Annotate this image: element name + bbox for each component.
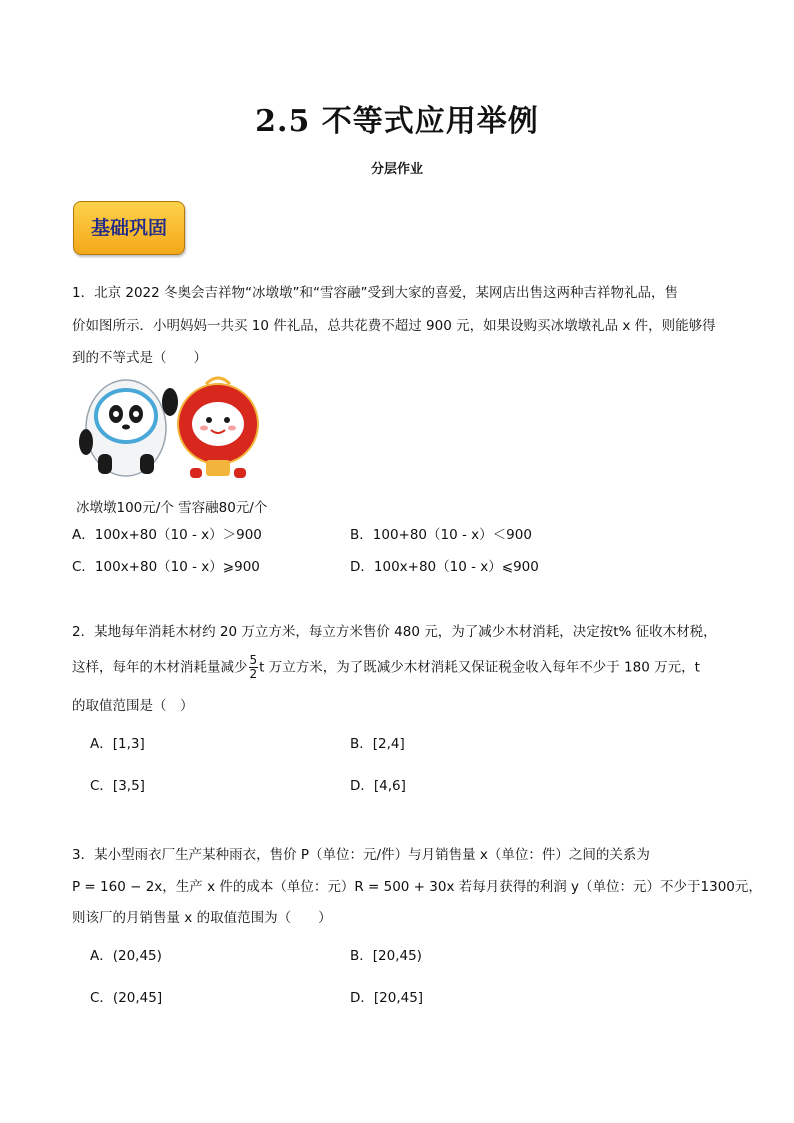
mascot-price-caption: 冰墩墩100元/个 雪容融80元/个 xyxy=(76,500,268,516)
q2-fraction-denominator: 2 xyxy=(249,667,258,681)
q3-line-2: P = 160 − 2x，生产 x 件的成本（单位：元）R = 500 + 30x 若每月获得的利润 y（单位：元）不少于1300元， xyxy=(72,879,762,895)
q2-line-2 xyxy=(72,654,700,681)
section-badge: 基础巩固 xyxy=(73,201,185,255)
q2-line-2-end: t 万立方米，为了既减少木材消耗又保证税金收入每年不少于 180 万元，t xyxy=(259,659,700,676)
q3-option-c[interactable]: C．(20,45] xyxy=(90,990,163,1006)
mascots-image xyxy=(78,372,268,480)
q3-option-a[interactable]: A．(20,45) xyxy=(90,948,162,964)
q2-line-1: 2．某地每年消耗木材约 20 万立方米，每立方米售价 480 元，为了减少木材消耗，决定按t% 征收木材税， xyxy=(72,624,717,640)
mascots-illustration xyxy=(78,372,268,480)
q2-option-d[interactable]: D．[4,6] xyxy=(350,778,406,794)
page-subtitle: 分层作业 xyxy=(370,162,423,177)
q2-line-3: 的取值范围是（ ） xyxy=(72,698,194,714)
q3-line-3: 则该厂的月销售量 x 的取值范围为（ ） xyxy=(72,910,332,926)
page-title: 2.5 不等式应用举例 xyxy=(255,104,539,139)
q2-option-b[interactable]: B．[2,4] xyxy=(350,736,405,752)
q1-option-a[interactable]: A．100x+80（10 - x）＞900 xyxy=(72,527,262,543)
q1-option-b[interactable]: B．100+80（10 - x）＜900 xyxy=(350,527,532,543)
q2-line-2-start: 这样，每年的木材消耗量减少 xyxy=(72,659,248,676)
q1-line-2: 价如图所示．小明妈妈一共买 10 件礼品，总共花费不超过 900 元，如果设购买冰墩墩礼品 x 件，则能够得 xyxy=(72,318,716,334)
q1-line-1: 1．北京 2022 冬奥会吉祥物“冰墩墩”和“雪容融”受到大家的喜爱，某网店出售这两种吉祥物礼品，售 xyxy=(72,285,679,301)
shuey-rhon-rhon-figure xyxy=(178,378,258,478)
q1-option-c[interactable]: C．100x+80（10 - x）⩾900 xyxy=(72,559,260,575)
q1-line-3: 到的不等式是（ ） xyxy=(72,350,207,366)
bing-dwen-dwen-figure xyxy=(79,380,178,476)
q2-option-a[interactable]: A．[1,3] xyxy=(90,736,145,752)
q1-option-d[interactable]: D．100x+80（10 - x）⩽900 xyxy=(350,559,539,575)
q2-fraction-numerator: 5 xyxy=(249,653,258,667)
q3-option-d[interactable]: D．[20,45] xyxy=(350,990,424,1006)
q2-fraction xyxy=(249,654,259,681)
q3-option-b[interactable]: B．[20,45) xyxy=(350,948,422,964)
q2-option-c[interactable]: C．[3,5] xyxy=(90,778,145,794)
q3-line-1: 3．某小型雨衣厂生产某种雨衣，售价 P（单位：元/件）与月销售量 x（单位：件）之间的关系为 xyxy=(72,847,650,863)
